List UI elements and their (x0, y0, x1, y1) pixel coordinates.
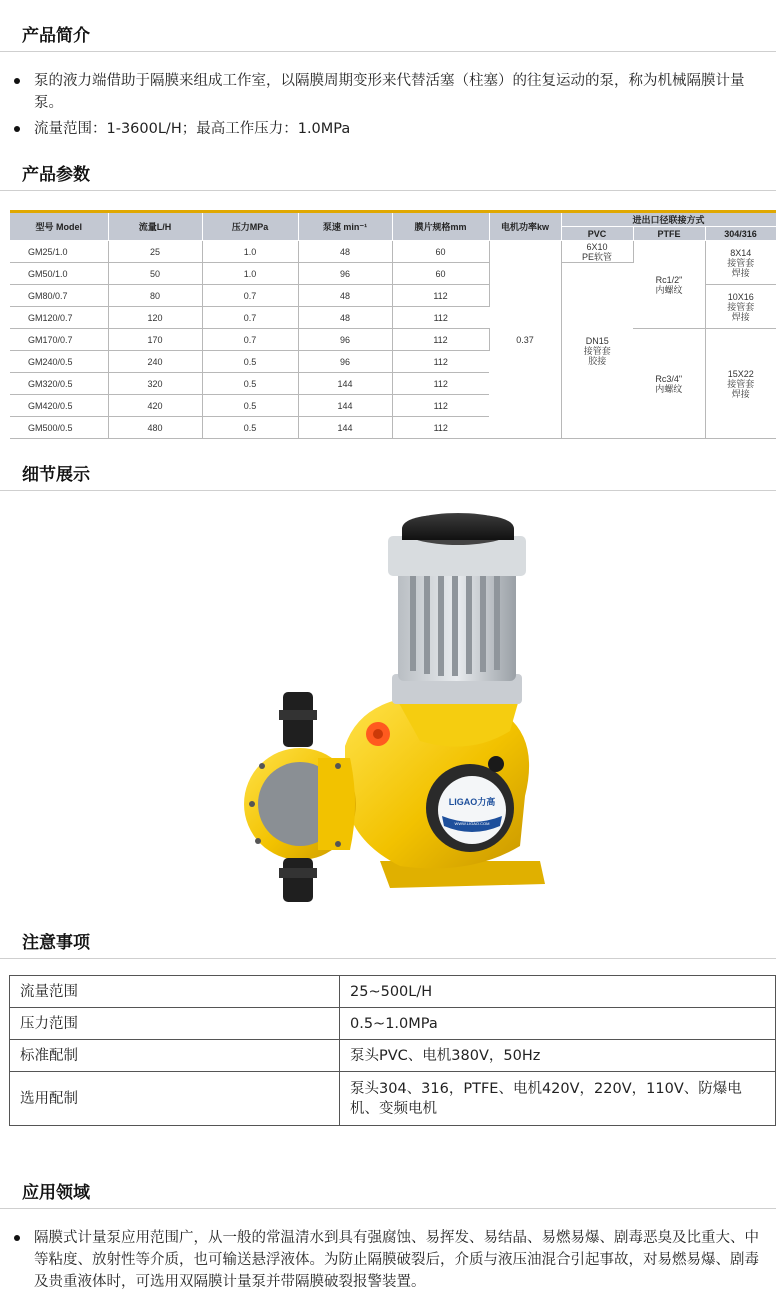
diaphragm-pump-illustration (0, 496, 776, 916)
notes-key-cell: 流量范围 (10, 976, 340, 1008)
pvc-top-line1: 6X10 (586, 241, 608, 252)
parameter-table (10, 210, 776, 439)
table-row (10, 241, 776, 263)
model-cell: GM320/0.5 (10, 373, 108, 395)
diaphragm-cell: 112 (392, 329, 489, 351)
inlet-valve (283, 858, 313, 902)
intro-bullet-item: 流量范围：1-3600L/H；最高工作压力：1.0MPa (0, 118, 776, 140)
pvc-bottom-line1: DN15 (585, 335, 609, 346)
ss-b-line3: 焊接 (731, 311, 750, 322)
ss-c-cell (705, 329, 776, 439)
knob-lock-screw (488, 756, 504, 772)
notes-key-cell: 标准配制 (10, 1040, 340, 1072)
ptfe-bottom-line1: Rc3/4" (655, 373, 683, 384)
table-row (10, 329, 776, 351)
knob-face (438, 776, 506, 844)
flow-cell: 320 (108, 373, 202, 395)
ptfe-top-line1: Rc1/2" (655, 274, 683, 285)
ss-b-line1: 10X16 (727, 291, 754, 302)
flow-cell: 50 (108, 263, 202, 285)
ss-a-line1: 8X14 (730, 247, 752, 258)
header-model: 型号 Model (10, 212, 108, 241)
intro-bullet-list (0, 70, 776, 140)
table-row (10, 976, 776, 1008)
pressure-cell: 0.7 (202, 285, 298, 307)
diaphragm-cell: 60 (392, 241, 489, 263)
speed-cell: 48 (298, 241, 392, 263)
power-cell: 0.37 (489, 241, 561, 439)
pressure-cell: 1.0 (202, 263, 298, 285)
ss-a-line3: 焊接 (731, 267, 750, 278)
application-section-title: 应用领域 (0, 1179, 776, 1209)
model-cell: GM500/0.5 (10, 417, 108, 439)
pvc-bottom-cell (561, 263, 633, 439)
model-cell: GM120/0.7 (10, 307, 108, 329)
notes-key-cell: 选用配制 (10, 1072, 340, 1126)
diaphragm-cell: 112 (392, 395, 489, 417)
speed-cell: 144 (298, 417, 392, 439)
header-connection: 进出口径联接方式 (561, 212, 776, 227)
ss-c-line1: 15X22 (727, 368, 754, 379)
product-photo (0, 496, 776, 916)
pvc-bottom-line2: 接管套 (583, 345, 611, 356)
ss-b-cell (705, 285, 776, 329)
table-row (10, 1008, 776, 1040)
header-ss: 304/316 (705, 227, 776, 241)
notes-value-cell: 25~500L/H (340, 976, 776, 1008)
pressure-cell: 0.7 (202, 329, 298, 351)
pressure-cell: 0.5 (202, 395, 298, 417)
diaphragm-cell: 60 (392, 263, 489, 285)
header-diaphragm: 膜片规格mm (392, 212, 489, 241)
header-pvc: PVC (561, 227, 633, 241)
ss-a-line2: 接管套 (727, 257, 755, 268)
ptfe-bottom-cell (633, 329, 705, 439)
model-cell: GM25/1.0 (10, 241, 108, 263)
diaphragm-cell: 112 (392, 417, 489, 439)
knob-url-text: WWW.LIGAO.COM (454, 821, 490, 826)
speed-cell: 96 (298, 263, 392, 285)
model-cell: GM170/0.7 (10, 329, 108, 351)
table-row (10, 1072, 776, 1126)
pvc-bottom-line3: 胶接 (588, 355, 607, 366)
notes-value-cell: 泵头304、316，PTFE、电机420V，220V，110V、防爆电机、变频电机 (340, 1072, 776, 1126)
flow-cell: 480 (108, 417, 202, 439)
ptfe-top-line2: 内螺纹 (655, 284, 683, 295)
detail-section-title: 细节展示 (0, 461, 776, 491)
ss-b-line2: 接管套 (727, 301, 755, 312)
notes-table (9, 975, 776, 1126)
flow-cell: 420 (108, 395, 202, 417)
header-ptfe: PTFE (633, 227, 705, 241)
notes-value-cell: 0.5~1.0MPa (340, 1008, 776, 1040)
notes-section-title: 注意事项 (0, 929, 776, 959)
ss-a-cell (705, 241, 776, 285)
model-cell: GM420/0.5 (10, 395, 108, 417)
diaphragm-cell: 112 (392, 285, 489, 307)
intro-section-title: 产品简介 (0, 22, 776, 52)
application-bullet-list (0, 1227, 776, 1293)
pressure-cell: 0.5 (202, 351, 298, 373)
speed-cell: 48 (298, 285, 392, 307)
ptfe-bottom-line2: 内螺纹 (655, 383, 683, 394)
header-power: 电机功率kw (489, 212, 561, 241)
model-cell: GM80/0.7 (10, 285, 108, 307)
params-section-title: 产品参数 (0, 161, 776, 191)
table-row (10, 1040, 776, 1072)
speed-cell: 144 (298, 395, 392, 417)
speed-cell: 96 (298, 351, 392, 373)
pressure-cell: 0.5 (202, 417, 298, 439)
diaphragm-cell: 112 (392, 307, 489, 329)
pressure-cell: 0.5 (202, 373, 298, 395)
model-cell: GM240/0.5 (10, 351, 108, 373)
header-speed: 泵速 min⁻¹ (298, 212, 392, 241)
ptfe-top-cell (633, 241, 705, 329)
notes-key-cell: 压力范围 (10, 1008, 340, 1040)
speed-cell: 144 (298, 373, 392, 395)
pvc-top-cell (561, 241, 633, 263)
notes-value-cell: 泵头PVC、电机380V，50Hz (340, 1040, 776, 1072)
pvc-top-line2: PE软管 (581, 251, 612, 262)
intro-bullet-item: 泵的液力端借助于隔膜来组成工作室，以隔膜周期变形来代替活塞（柱塞）的往复运动的泵，称为机械隔膜计量泵。 (0, 70, 776, 114)
diaphragm-cell: 112 (392, 373, 489, 395)
flow-cell: 80 (108, 285, 202, 307)
speed-cell: 48 (298, 307, 392, 329)
pressure-cell: 1.0 (202, 241, 298, 263)
application-bullet-item: 隔膜式计量泵应用范围广，从一般的常温清水到具有强腐蚀、易挥发、易结晶、易燃易爆、剧毒恶臭及比重大、中等粘度、放射性等介质，也可输送悬浮液体。为防止隔膜破裂后，介质与液压油混合引起事故，对易燃易爆、剧毒及贵重液体时，可选用双隔膜计量泵并带隔膜破裂报警装置。 (0, 1227, 776, 1293)
diaphragm-cell: 112 (392, 351, 489, 373)
header-flow: 流量L/H (108, 212, 202, 241)
flow-cell: 170 (108, 329, 202, 351)
motor-fan-cap (402, 514, 514, 540)
flow-cell: 25 (108, 241, 202, 263)
flow-cell: 240 (108, 351, 202, 373)
model-cell: GM50/1.0 (10, 263, 108, 285)
ss-c-line3: 焊接 (731, 388, 750, 399)
header-pressure: 压力MPa (202, 212, 298, 241)
ss-c-line2: 接管套 (727, 378, 755, 389)
pressure-cell: 0.7 (202, 307, 298, 329)
flow-cell: 120 (108, 307, 202, 329)
speed-cell: 96 (298, 329, 392, 351)
knob-logo-text: LIGAO力高 (448, 797, 496, 807)
